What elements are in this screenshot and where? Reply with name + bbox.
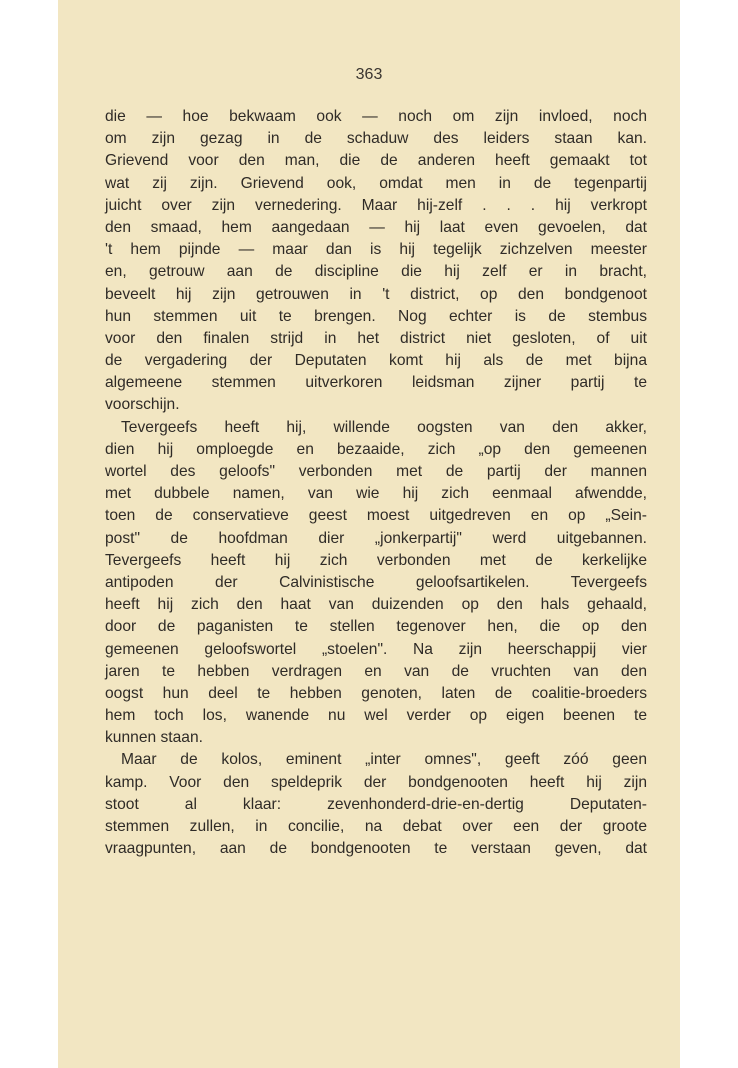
text-line: Grievend voor den man, die de anderen heeft gemaakt tot [105, 152, 647, 170]
text-line: om zijn gezag in de schaduw des leiders staan kan. [105, 130, 647, 148]
text-line: wortel des geloofs" verbonden met de partij der mannen [105, 463, 647, 480]
page-number: 363 [355, 66, 383, 83]
text-line: juicht over zijn vernedering. Maar hij-zelf . . . hij verkropt [105, 196, 647, 214]
text-line: kunnen staan. [105, 729, 203, 747]
text-line: stemmen zullen, in concilie, na debat over een der groote [105, 818, 647, 835]
text-line: stoot al klaar: zevenhonderd-drie-en-dertig Deputaten- [105, 795, 647, 813]
text-line: Tevergeefs heeft hij zich verbonden met de kerkelijke [105, 551, 647, 569]
text-line: heeft hij zich den haat van duizenden op den hals gehaald, [105, 596, 647, 614]
text-line: beveelt hij zijn getrouwen in 't district, op den bondgenoot [105, 285, 647, 303]
text-line: voorschijn. [105, 396, 180, 414]
text-line: kamp. Voor den speldeprik der bondgenooten heeft hij zijn [105, 773, 647, 791]
text-line: wat zij zijn. Grievend ook, omdat men in de tegenpartij [105, 174, 647, 192]
text-line: hun stemmen uit te brengen. Nog echter is de stembus [105, 307, 647, 325]
text-line: met dubbele namen, van wie hij zich eenmaal afwendde, [105, 485, 647, 503]
text-line: toen de conservatieve geest moest uitgedreven en op „Sein- [105, 507, 647, 525]
text-line: dien hij omploegde en bezaaide, zich „op den gemeenen [105, 440, 647, 458]
text-line: die — hoe bekwaam ook — noch om zijn invloed, noch [105, 108, 647, 125]
text-line: Maar de kolos, eminent „inter omnes", geeft zóó geen [121, 751, 647, 769]
text-line: 't hem pijnde — maar dan is hij tegelijk zichzelven meester [105, 241, 647, 259]
text-line: algemeene stemmen uitverkoren leidsman zijner partij te [105, 374, 647, 392]
body-text [105, 106, 647, 860]
text-line: hem toch los, wanende nu wel verder op eigen beenen te [105, 707, 647, 725]
text-line: voor den finalen strijd in het district niet gesloten, of uit [105, 329, 647, 347]
text-line: den smaad, hem aangedaan — hij laat even gevoelen, dat [105, 218, 647, 236]
text-line: gemeenen geloofswortel „stoelen". Na zijn heerschappij vier [105, 640, 647, 658]
text-line: en, getrouw aan de discipline die hij zelf er in bracht, [105, 263, 647, 281]
text-line: post" de hoofdman dier „jonkerpartij" werd uitgebannen. [105, 529, 647, 547]
text-line: vraagpunten, aan de bondgenooten te verstaan geven, dat [105, 840, 647, 858]
text-line: oogst hun deel te hebben genoten, laten de coalitie-broeders [105, 684, 647, 702]
text-line: antipoden der Calvinistische geloofsartikelen. Tevergeefs [105, 573, 647, 591]
text-line: door de paganisten te stellen tegenover hen, die op den [105, 618, 647, 636]
text-line: jaren te hebben verdragen en van de vruchten van den [105, 662, 647, 680]
text-line: Tevergeefs heeft hij, willende oogsten van den akker, [121, 418, 647, 436]
book-page [58, 0, 680, 1068]
text-line: de vergadering der Deputaten komt hij als de met bijna [105, 352, 647, 370]
